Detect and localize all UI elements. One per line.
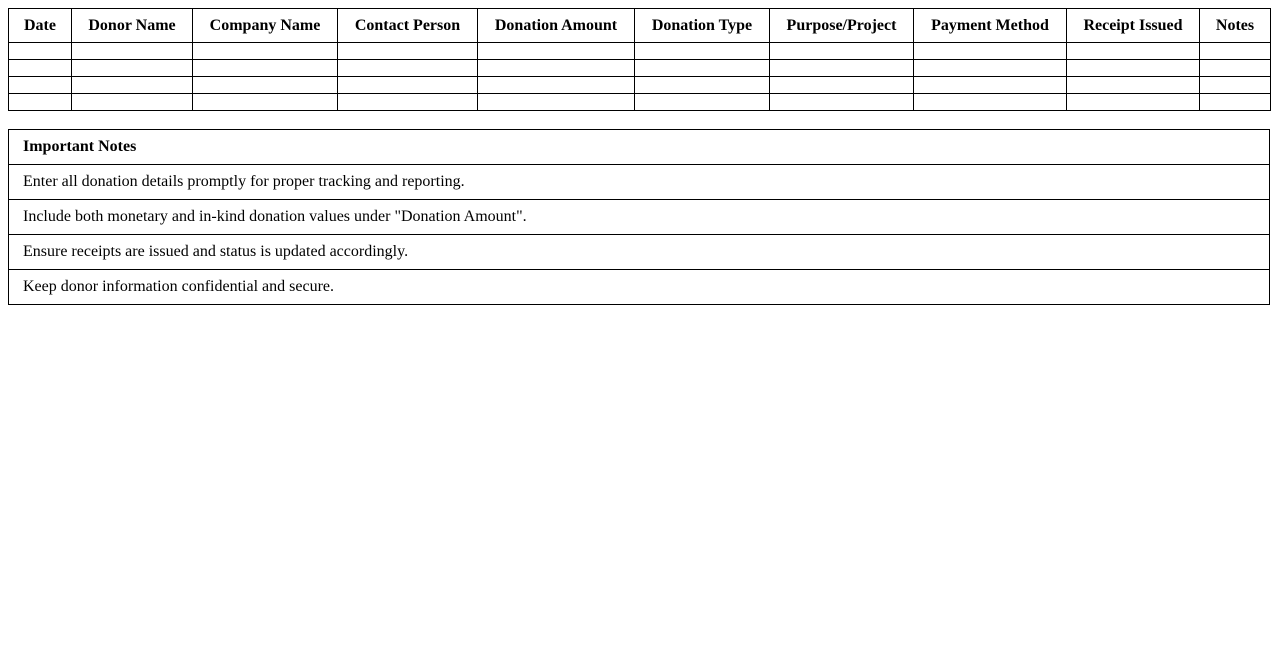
cell-contact-person[interactable] xyxy=(338,43,478,60)
column-header-date: Date xyxy=(9,9,72,43)
cell-receipt-issued[interactable] xyxy=(1067,94,1200,111)
cell-date[interactable] xyxy=(9,77,72,94)
column-header-donor-name: Donor Name xyxy=(72,9,193,43)
note-text: Keep donor information confidential and secure. xyxy=(9,270,1270,305)
cell-donation-amount[interactable] xyxy=(478,94,635,111)
cell-donor-name[interactable] xyxy=(72,94,193,111)
list-item xyxy=(9,270,1270,305)
cell-purpose-project[interactable] xyxy=(770,77,914,94)
table-header-row xyxy=(9,9,1271,43)
cell-payment-method[interactable] xyxy=(914,94,1067,111)
page xyxy=(0,0,1278,305)
cell-company-name[interactable] xyxy=(193,77,338,94)
list-item xyxy=(9,235,1270,270)
cell-contact-person[interactable] xyxy=(338,94,478,111)
cell-notes[interactable] xyxy=(1200,43,1271,60)
cell-contact-person[interactable] xyxy=(338,77,478,94)
cell-purpose-project[interactable] xyxy=(770,94,914,111)
cell-donor-name[interactable] xyxy=(72,60,193,77)
list-item xyxy=(9,200,1270,235)
cell-donation-amount[interactable] xyxy=(478,43,635,60)
cell-notes[interactable] xyxy=(1200,94,1271,111)
cell-date[interactable] xyxy=(9,94,72,111)
cell-receipt-issued[interactable] xyxy=(1067,77,1200,94)
cell-purpose-project[interactable] xyxy=(770,60,914,77)
table-row xyxy=(9,60,1271,77)
cell-donation-amount[interactable] xyxy=(478,77,635,94)
cell-contact-person[interactable] xyxy=(338,60,478,77)
important-notes-table xyxy=(8,129,1270,305)
list-item xyxy=(9,165,1270,200)
table-row xyxy=(9,43,1271,60)
cell-donation-type[interactable] xyxy=(635,94,770,111)
cell-donation-type[interactable] xyxy=(635,77,770,94)
column-header-receipt-issued: Receipt Issued xyxy=(1067,9,1200,43)
notes-header-row xyxy=(9,130,1270,165)
donation-log-table xyxy=(8,8,1271,111)
cell-receipt-issued[interactable] xyxy=(1067,43,1200,60)
note-text: Ensure receipts are issued and status is updated accordingly. xyxy=(9,235,1270,270)
cell-receipt-issued[interactable] xyxy=(1067,60,1200,77)
cell-date[interactable] xyxy=(9,60,72,77)
column-header-payment-method: Payment Method xyxy=(914,9,1067,43)
cell-company-name[interactable] xyxy=(193,43,338,60)
column-header-purpose-project: Purpose/Project xyxy=(770,9,914,43)
column-header-donation-amount: Donation Amount xyxy=(478,9,635,43)
cell-purpose-project[interactable] xyxy=(770,43,914,60)
cell-notes[interactable] xyxy=(1200,77,1271,94)
cell-donor-name[interactable] xyxy=(72,77,193,94)
column-header-notes: Notes xyxy=(1200,9,1271,43)
cell-date[interactable] xyxy=(9,43,72,60)
cell-donation-type[interactable] xyxy=(635,60,770,77)
table-row xyxy=(9,94,1271,111)
table-row xyxy=(9,77,1271,94)
cell-company-name[interactable] xyxy=(193,60,338,77)
cell-donor-name[interactable] xyxy=(72,43,193,60)
column-header-company-name: Company Name xyxy=(193,9,338,43)
note-text: Include both monetary and in-kind donation values under "Donation Amount". xyxy=(9,200,1270,235)
cell-notes[interactable] xyxy=(1200,60,1271,77)
cell-donation-amount[interactable] xyxy=(478,60,635,77)
cell-payment-method[interactable] xyxy=(914,60,1067,77)
cell-payment-method[interactable] xyxy=(914,43,1067,60)
cell-payment-method[interactable] xyxy=(914,77,1067,94)
cell-donation-type[interactable] xyxy=(635,43,770,60)
column-header-donation-type: Donation Type xyxy=(635,9,770,43)
cell-company-name[interactable] xyxy=(193,94,338,111)
column-header-contact-person: Contact Person xyxy=(338,9,478,43)
notes-heading: Important Notes xyxy=(9,130,1270,165)
note-text: Enter all donation details promptly for proper tracking and reporting. xyxy=(9,165,1270,200)
